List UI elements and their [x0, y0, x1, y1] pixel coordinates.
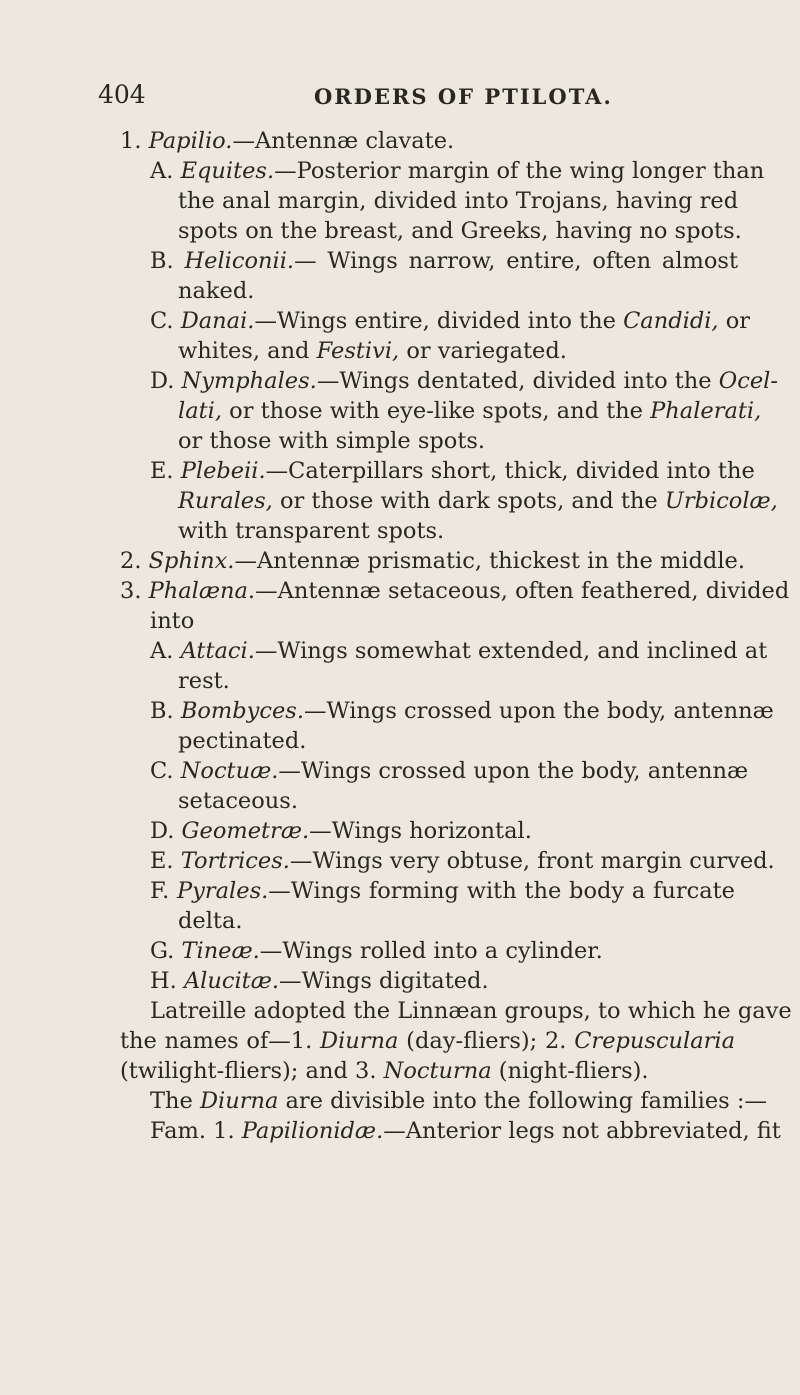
text-line: B. Bombyces.—Wings crossed upon the body, antennæ: [150, 698, 774, 724]
text-line: A. Attaci.—Wings somewhat extended, and inclined at: [150, 638, 768, 664]
text-line: B. Heliconii.— Wings narrow, entire, often almost: [150, 248, 738, 274]
text-line: (twilight-fliers); and 3. Nocturna (night-fliers).: [120, 1058, 649, 1084]
text-line: 3. Phalæna.—Antennæ setaceous, often feathered, divided: [120, 578, 790, 604]
text-line: A. Equites.—Posterior margin of the wing longer than: [150, 158, 765, 184]
text-line: E. Tortrices.—Wings very obtuse, front margin curved.: [150, 848, 775, 874]
page-header: [98, 80, 738, 114]
text-line: rest.: [178, 668, 230, 694]
text-line: 1. Papilio.—Antennæ clavate.: [120, 128, 455, 154]
text-line: F. Pyrales.—Wings forming with the body a furcate: [150, 878, 735, 904]
text-line: the anal margin, divided into Trojans, having red: [178, 188, 739, 214]
text-line: with transparent spots.: [178, 518, 445, 544]
text-line: E. Plebeii.—Caterpillars short, thick, divided into the: [150, 458, 755, 484]
text-line: spots on the breast, and Greeks, having no spots.: [178, 218, 742, 244]
text-line: Rurales, or those with dark spots, and the Urbicolæ,: [178, 488, 778, 514]
page-number: 404: [98, 80, 146, 109]
text-line: the names of—1. Diurna (day-fliers); 2. Crepuscularia: [120, 1028, 736, 1054]
text-line: H. Alucitæ.—Wings digitated.: [150, 968, 489, 994]
text-line: D. Geometræ.—Wings horizontal.: [150, 818, 532, 844]
text-line: G. Tineæ.—Wings rolled into a cylinder.: [150, 938, 603, 964]
text-line: into: [150, 608, 195, 634]
text-line: whites, and Festivi, or variegated.: [178, 338, 567, 364]
running-head: ORDERS OF PTILOTA.: [314, 84, 613, 109]
text-line: Fam. 1. Papilionidæ.—Anterior legs not abbreviated, fit: [150, 1118, 781, 1144]
text-line: The Diurna are divisible into the following families :—: [150, 1088, 767, 1114]
text-line: setaceous.: [178, 788, 298, 814]
text-line: pectinated.: [178, 728, 307, 754]
text-line: C. Danai.—Wings entire, divided into the Candidi, or: [150, 308, 751, 334]
text-line: or those with simple spots.: [178, 428, 486, 454]
text-line: lati, or those with eye-like spots, and the Phalerati,: [178, 398, 762, 424]
text-line: D. Nymphales.—Wings dentated, divided into the Ocel-: [150, 368, 778, 394]
text-line: Latreille adopted the Linnæan groups, to which he gave: [150, 998, 792, 1024]
text-line: naked.: [178, 278, 255, 304]
text-line: delta.: [178, 908, 243, 934]
text-line: C. Noctuæ.—Wings crossed upon the body, antennæ: [150, 758, 749, 784]
text-line: 2. Sphinx.—Antennæ prismatic, thickest in the middle.: [120, 548, 746, 574]
